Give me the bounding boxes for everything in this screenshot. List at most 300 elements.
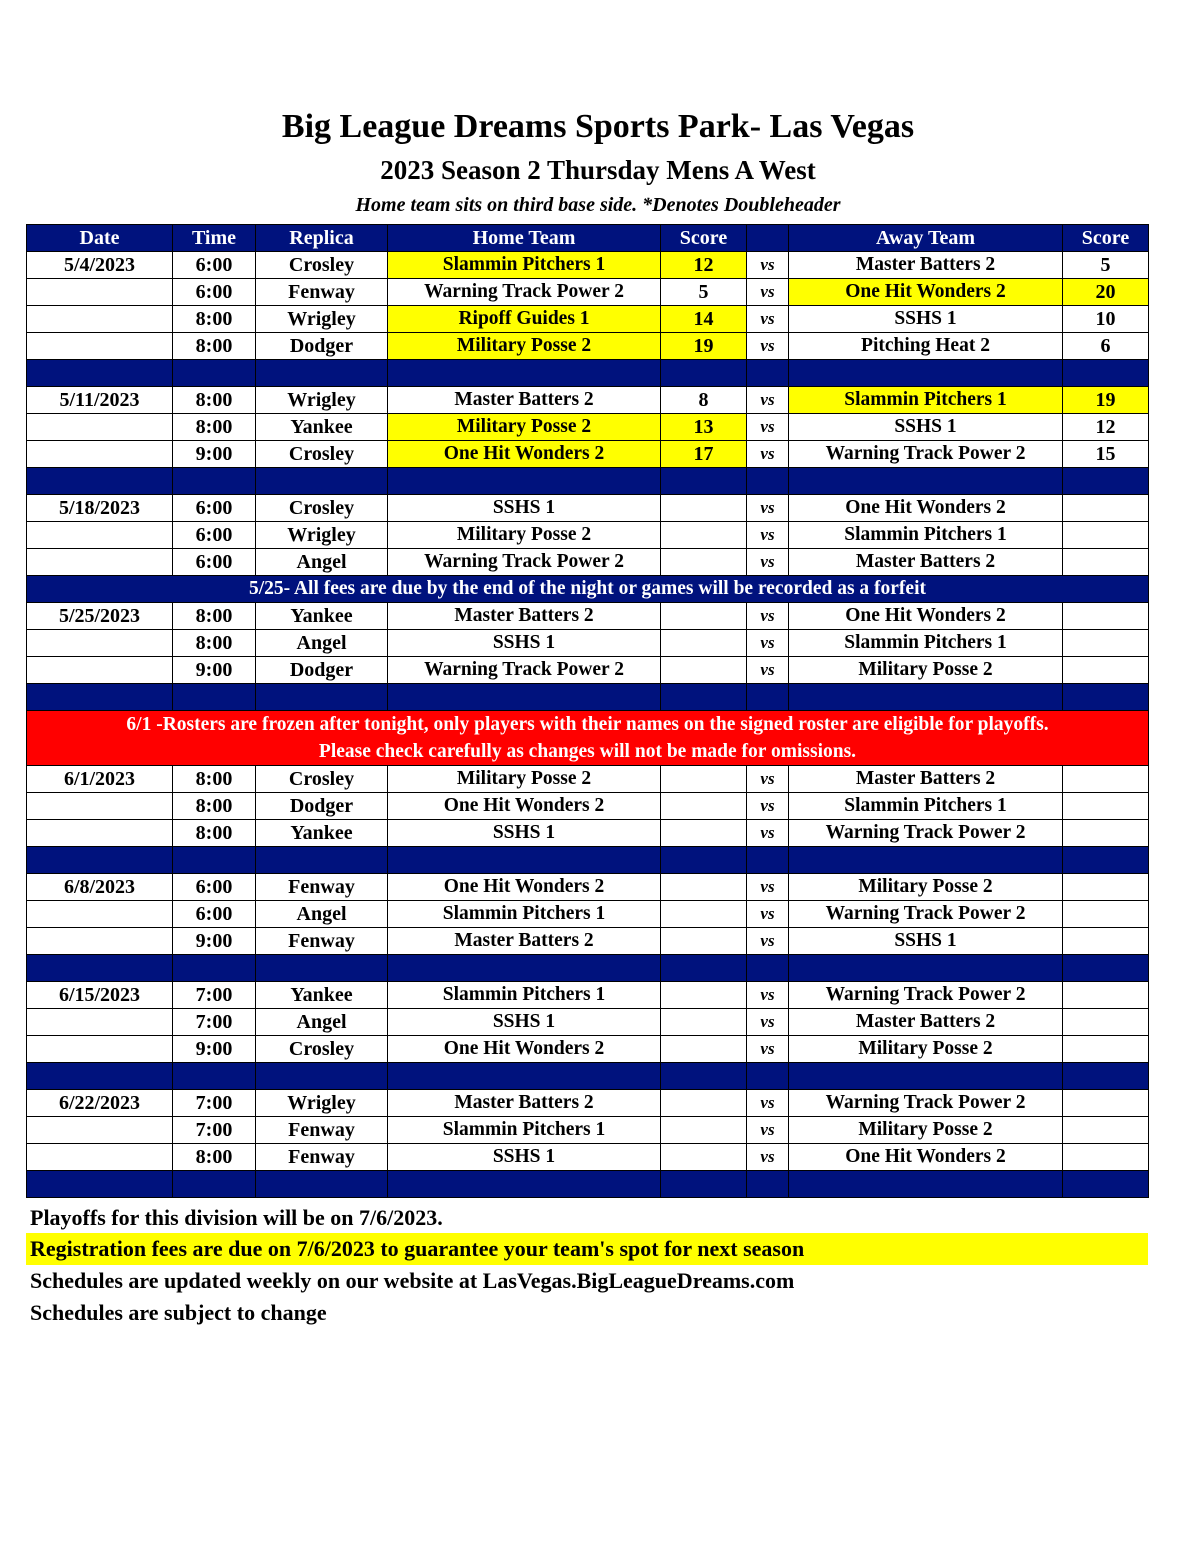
- game-time: 8:00: [173, 414, 256, 441]
- separator-row: [27, 1063, 1149, 1090]
- game-time: 8:00: [173, 766, 256, 793]
- away-score: 5: [1063, 252, 1149, 279]
- game-field: Crosley: [256, 495, 388, 522]
- home-score: 14: [661, 306, 747, 333]
- home-team: Military Posse 2: [388, 333, 661, 360]
- game-date: 5/4/2023: [27, 252, 173, 279]
- game-row: [27, 603, 1149, 630]
- away-score: [1063, 820, 1149, 847]
- game-field: Wrigley: [256, 306, 388, 333]
- game-row: [27, 1144, 1149, 1171]
- separator-cell: [1063, 1063, 1149, 1090]
- game-row: [27, 630, 1149, 657]
- home-score: 19: [661, 333, 747, 360]
- separator-cell: [747, 847, 789, 874]
- game-time: 6:00: [173, 901, 256, 928]
- home-team: SSHS 1: [388, 1009, 661, 1036]
- game-field: Angel: [256, 901, 388, 928]
- game-date: [27, 414, 173, 441]
- separator-row: [27, 847, 1149, 874]
- separator-cell: [173, 1171, 256, 1198]
- vs-label: vs: [747, 522, 789, 549]
- game-date: 5/11/2023: [27, 387, 173, 414]
- away-score: [1063, 874, 1149, 901]
- away-team: Slammin Pitchers 1: [789, 630, 1063, 657]
- separator-cell: [388, 847, 661, 874]
- separator-row: [27, 1171, 1149, 1198]
- vs-label: vs: [747, 1117, 789, 1144]
- game-row: [27, 928, 1149, 955]
- away-team: One Hit Wonders 2: [789, 1144, 1063, 1171]
- game-row: [27, 549, 1149, 576]
- home-team: Master Batters 2: [388, 387, 661, 414]
- game-row: [27, 495, 1149, 522]
- away-team: Master Batters 2: [789, 549, 1063, 576]
- away-score: [1063, 1090, 1149, 1117]
- game-date: [27, 630, 173, 657]
- away-team: Pitching Heat 2: [789, 333, 1063, 360]
- home-team: One Hit Wonders 2: [388, 874, 661, 901]
- game-row: [27, 1090, 1149, 1117]
- game-field: Fenway: [256, 1144, 388, 1171]
- page-subtitle: 2023 Season 2 Thursday Mens A West: [380, 155, 816, 185]
- vs-label: vs: [747, 387, 789, 414]
- game-time: 8:00: [173, 820, 256, 847]
- home-team: Warning Track Power 2: [388, 279, 661, 306]
- game-time: 6:00: [173, 252, 256, 279]
- game-date: 5/18/2023: [27, 495, 173, 522]
- game-field: Yankee: [256, 820, 388, 847]
- vs-label: vs: [747, 603, 789, 630]
- home-score: [661, 657, 747, 684]
- home-score: [661, 928, 747, 955]
- vs-label: vs: [747, 657, 789, 684]
- vs-label: vs: [747, 766, 789, 793]
- separator-cell: [27, 360, 173, 387]
- game-row: [27, 657, 1149, 684]
- game-time: 7:00: [173, 1009, 256, 1036]
- away-team: Warning Track Power 2: [789, 982, 1063, 1009]
- separator-cell: [27, 1063, 173, 1090]
- away-score: [1063, 630, 1149, 657]
- away-team: One Hit Wonders 2: [789, 603, 1063, 630]
- game-date: [27, 1117, 173, 1144]
- game-date: [27, 901, 173, 928]
- game-row: [27, 1117, 1149, 1144]
- home-score: [661, 522, 747, 549]
- game-field: Crosley: [256, 252, 388, 279]
- game-time: 8:00: [173, 630, 256, 657]
- home-team: Military Posse 2: [388, 522, 661, 549]
- away-team: Master Batters 2: [789, 766, 1063, 793]
- column-header-away-score: Score: [1063, 225, 1149, 252]
- vs-label: vs: [747, 252, 789, 279]
- game-field: Dodger: [256, 657, 388, 684]
- separator-cell: [789, 360, 1063, 387]
- game-date: [27, 549, 173, 576]
- game-field: Yankee: [256, 603, 388, 630]
- game-time: 9:00: [173, 657, 256, 684]
- game-time: 8:00: [173, 306, 256, 333]
- playoffs-note: Playoffs for this division will be on 7/6/2023.: [30, 1205, 443, 1230]
- home-score: [661, 1144, 747, 1171]
- home-team: Slammin Pitchers 1: [388, 982, 661, 1009]
- separator-cell: [256, 1171, 388, 1198]
- away-score: 20: [1063, 279, 1149, 306]
- separator-cell: [256, 360, 388, 387]
- game-date: [27, 1036, 173, 1063]
- schedule-table: [26, 224, 1149, 1198]
- away-score: [1063, 1144, 1149, 1171]
- column-header-date: Date: [27, 225, 173, 252]
- away-team: Master Batters 2: [789, 1009, 1063, 1036]
- game-row: [27, 982, 1149, 1009]
- vs-label: vs: [747, 793, 789, 820]
- vs-label: vs: [747, 1090, 789, 1117]
- vs-label: vs: [747, 901, 789, 928]
- registration-note: Registration fees are due on 7/6/2023 to guarantee your team's spot for next season: [26, 1233, 1148, 1265]
- separator-cell: [789, 1171, 1063, 1198]
- vs-label: vs: [747, 1009, 789, 1036]
- home-score: [661, 495, 747, 522]
- game-time: 8:00: [173, 1144, 256, 1171]
- column-header-home-team: Home Team: [388, 225, 661, 252]
- separator-cell: [1063, 468, 1149, 495]
- separator-cell: [789, 955, 1063, 982]
- game-date: [27, 657, 173, 684]
- game-date: [27, 1144, 173, 1171]
- game-time: 8:00: [173, 333, 256, 360]
- home-team: Slammin Pitchers 1: [388, 1117, 661, 1144]
- away-team: Warning Track Power 2: [789, 441, 1063, 468]
- game-field: Wrigley: [256, 522, 388, 549]
- game-time: 9:00: [173, 928, 256, 955]
- column-header-home-score: Score: [661, 225, 747, 252]
- game-date: 6/8/2023: [27, 874, 173, 901]
- game-date: [27, 333, 173, 360]
- away-team: One Hit Wonders 2: [789, 279, 1063, 306]
- separator-cell: [256, 468, 388, 495]
- game-row: [27, 1009, 1149, 1036]
- home-team: Warning Track Power 2: [388, 549, 661, 576]
- vs-label: vs: [747, 333, 789, 360]
- vs-label: vs: [747, 928, 789, 955]
- home-score: [661, 793, 747, 820]
- game-date: 6/15/2023: [27, 982, 173, 1009]
- roster-alert: [27, 711, 1149, 766]
- separator-cell: [1063, 360, 1149, 387]
- separator-cell: [27, 955, 173, 982]
- away-team: Slammin Pitchers 1: [789, 522, 1063, 549]
- game-field: Crosley: [256, 441, 388, 468]
- schedule-note: Home team sits on third base side. *Denotes Doubleheader: [355, 194, 841, 216]
- separator-cell: [173, 684, 256, 711]
- away-team: Warning Track Power 2: [789, 820, 1063, 847]
- game-row: [27, 279, 1149, 306]
- game-date: [27, 820, 173, 847]
- game-field: Angel: [256, 630, 388, 657]
- game-row: [27, 766, 1149, 793]
- away-score: 12: [1063, 414, 1149, 441]
- vs-label: vs: [747, 441, 789, 468]
- away-score: [1063, 766, 1149, 793]
- home-team: Military Posse 2: [388, 766, 661, 793]
- separator-cell: [27, 468, 173, 495]
- home-score: [661, 820, 747, 847]
- separator-cell: [661, 847, 747, 874]
- game-row: [27, 333, 1149, 360]
- separator-row: [27, 684, 1149, 711]
- separator-cell: [789, 468, 1063, 495]
- home-score: [661, 874, 747, 901]
- game-row: [27, 252, 1149, 279]
- separator-cell: [1063, 955, 1149, 982]
- home-score: [661, 766, 747, 793]
- vs-label: vs: [747, 495, 789, 522]
- game-field: Crosley: [256, 1036, 388, 1063]
- separator-cell: [661, 684, 747, 711]
- game-date: [27, 522, 173, 549]
- game-time: 6:00: [173, 522, 256, 549]
- away-score: 10: [1063, 306, 1149, 333]
- game-field: Wrigley: [256, 387, 388, 414]
- separator-cell: [388, 1063, 661, 1090]
- game-row: [27, 306, 1149, 333]
- separator-cell: [661, 360, 747, 387]
- separator-cell: [661, 468, 747, 495]
- away-team: Warning Track Power 2: [789, 901, 1063, 928]
- page-title: Big League Dreams Sports Park- Las Vegas: [281, 108, 915, 145]
- home-team: Slammin Pitchers 1: [388, 252, 661, 279]
- game-row: [27, 387, 1149, 414]
- away-score: 15: [1063, 441, 1149, 468]
- game-field: Yankee: [256, 982, 388, 1009]
- separator-cell: [388, 684, 661, 711]
- home-team: SSHS 1: [388, 495, 661, 522]
- vs-label: vs: [747, 820, 789, 847]
- separator-cell: [173, 955, 256, 982]
- game-field: Fenway: [256, 1117, 388, 1144]
- game-field: Crosley: [256, 766, 388, 793]
- game-field: Dodger: [256, 793, 388, 820]
- home-team: Master Batters 2: [388, 603, 661, 630]
- away-score: [1063, 495, 1149, 522]
- away-score: 19: [1063, 387, 1149, 414]
- game-date: [27, 793, 173, 820]
- game-row: [27, 901, 1149, 928]
- game-date: [27, 306, 173, 333]
- game-time: 8:00: [173, 603, 256, 630]
- home-team: One Hit Wonders 2: [388, 793, 661, 820]
- away-score: [1063, 657, 1149, 684]
- game-time: 7:00: [173, 1090, 256, 1117]
- away-score: [1063, 1036, 1149, 1063]
- away-team: SSHS 1: [789, 306, 1063, 333]
- separator-cell: [256, 847, 388, 874]
- away-team: Military Posse 2: [789, 657, 1063, 684]
- home-score: 13: [661, 414, 747, 441]
- separator-cell: [256, 684, 388, 711]
- home-score: [661, 982, 747, 1009]
- vs-label: vs: [747, 1144, 789, 1171]
- away-team: Military Posse 2: [789, 1036, 1063, 1063]
- home-score: 17: [661, 441, 747, 468]
- game-date: 6/1/2023: [27, 766, 173, 793]
- game-time: 6:00: [173, 549, 256, 576]
- schedule-body: [27, 252, 1149, 1198]
- separator-cell: [1063, 847, 1149, 874]
- column-header-replica: Replica: [256, 225, 388, 252]
- away-team: SSHS 1: [789, 928, 1063, 955]
- separator-cell: [27, 684, 173, 711]
- fees-notice: 5/25- All fees are due by the end of the night or games will be recorded as a forfeit: [27, 576, 1149, 603]
- game-time: 8:00: [173, 387, 256, 414]
- game-time: 8:00: [173, 793, 256, 820]
- game-row: [27, 1036, 1149, 1063]
- game-row: [27, 820, 1149, 847]
- separator-cell: [789, 1063, 1063, 1090]
- separator-cell: [747, 1063, 789, 1090]
- home-score: [661, 549, 747, 576]
- home-team: SSHS 1: [388, 630, 661, 657]
- home-team: Military Posse 2: [388, 414, 661, 441]
- home-score: 12: [661, 252, 747, 279]
- separator-cell: [747, 1171, 789, 1198]
- separator-cell: [388, 955, 661, 982]
- home-team: Master Batters 2: [388, 1090, 661, 1117]
- roster-alert-line2: Please check carefully as changes will not be made for omissions.: [318, 741, 857, 762]
- separator-cell: [27, 847, 173, 874]
- game-time: 9:00: [173, 441, 256, 468]
- game-row: [27, 793, 1149, 820]
- game-field: Fenway: [256, 279, 388, 306]
- vs-label: vs: [747, 306, 789, 333]
- away-score: [1063, 982, 1149, 1009]
- separator-cell: [173, 1063, 256, 1090]
- separator-cell: [256, 955, 388, 982]
- roster-alert-row: [27, 711, 1149, 766]
- game-row: [27, 874, 1149, 901]
- home-score: [661, 1036, 747, 1063]
- table-header-row: [27, 225, 1149, 252]
- game-field: Angel: [256, 549, 388, 576]
- separator-cell: [747, 955, 789, 982]
- game-time: 6:00: [173, 874, 256, 901]
- separator-cell: [27, 1171, 173, 1198]
- away-score: 6: [1063, 333, 1149, 360]
- change-note: Schedules are subject to change: [30, 1300, 327, 1325]
- game-time: 7:00: [173, 982, 256, 1009]
- game-field: Fenway: [256, 874, 388, 901]
- game-field: Dodger: [256, 333, 388, 360]
- home-score: [661, 901, 747, 928]
- game-date: [27, 928, 173, 955]
- fees-notice-row: [27, 576, 1149, 603]
- vs-label: vs: [747, 874, 789, 901]
- away-team: One Hit Wonders 2: [789, 495, 1063, 522]
- separator-cell: [388, 360, 661, 387]
- away-team: Warning Track Power 2: [789, 1090, 1063, 1117]
- separator-cell: [747, 468, 789, 495]
- away-team: Military Posse 2: [789, 874, 1063, 901]
- game-field: Wrigley: [256, 1090, 388, 1117]
- separator-cell: [789, 684, 1063, 711]
- game-row: [27, 441, 1149, 468]
- home-score: 8: [661, 387, 747, 414]
- column-header-away-team: Away Team: [789, 225, 1063, 252]
- game-time: 9:00: [173, 1036, 256, 1063]
- separator-cell: [661, 955, 747, 982]
- separator-row: [27, 360, 1149, 387]
- game-time: 7:00: [173, 1117, 256, 1144]
- separator-cell: [789, 847, 1063, 874]
- home-score: [661, 1009, 747, 1036]
- home-score: [661, 1117, 747, 1144]
- vs-label: vs: [747, 414, 789, 441]
- separator-cell: [173, 360, 256, 387]
- away-score: [1063, 549, 1149, 576]
- away-score: [1063, 1009, 1149, 1036]
- away-score: [1063, 928, 1149, 955]
- game-date: [27, 1009, 173, 1036]
- separator-cell: [661, 1063, 747, 1090]
- vs-label: vs: [747, 549, 789, 576]
- away-team: Master Batters 2: [789, 252, 1063, 279]
- vs-label: vs: [747, 1036, 789, 1063]
- separator-cell: [388, 1171, 661, 1198]
- column-header-time: Time: [173, 225, 256, 252]
- game-date: [27, 279, 173, 306]
- separator-cell: [173, 468, 256, 495]
- away-score: [1063, 603, 1149, 630]
- game-date: 5/25/2023: [27, 603, 173, 630]
- home-team: SSHS 1: [388, 1144, 661, 1171]
- home-team: Master Batters 2: [388, 928, 661, 955]
- vs-label: vs: [747, 982, 789, 1009]
- home-team: Warning Track Power 2: [388, 657, 661, 684]
- home-team: Ripoff Guides 1: [388, 306, 661, 333]
- separator-cell: [661, 1171, 747, 1198]
- game-time: 6:00: [173, 279, 256, 306]
- separator-row: [27, 468, 1149, 495]
- away-team: SSHS 1: [789, 414, 1063, 441]
- away-team: Slammin Pitchers 1: [789, 387, 1063, 414]
- separator-cell: [1063, 684, 1149, 711]
- home-score: 5: [661, 279, 747, 306]
- home-score: [661, 1090, 747, 1117]
- separator-cell: [747, 360, 789, 387]
- column-header-vs: [747, 225, 789, 252]
- away-team: Slammin Pitchers 1: [789, 793, 1063, 820]
- separator-cell: [388, 468, 661, 495]
- away-team: Military Posse 2: [789, 1117, 1063, 1144]
- separator-cell: [747, 684, 789, 711]
- game-date: 6/22/2023: [27, 1090, 173, 1117]
- home-team: One Hit Wonders 2: [388, 1036, 661, 1063]
- vs-label: vs: [747, 279, 789, 306]
- separator-cell: [1063, 1171, 1149, 1198]
- separator-cell: [173, 847, 256, 874]
- game-time: 6:00: [173, 495, 256, 522]
- game-row: [27, 522, 1149, 549]
- home-team: Slammin Pitchers 1: [388, 901, 661, 928]
- game-field: Fenway: [256, 928, 388, 955]
- home-score: [661, 630, 747, 657]
- vs-label: vs: [747, 630, 789, 657]
- home-score: [661, 603, 747, 630]
- away-score: [1063, 522, 1149, 549]
- game-field: Yankee: [256, 414, 388, 441]
